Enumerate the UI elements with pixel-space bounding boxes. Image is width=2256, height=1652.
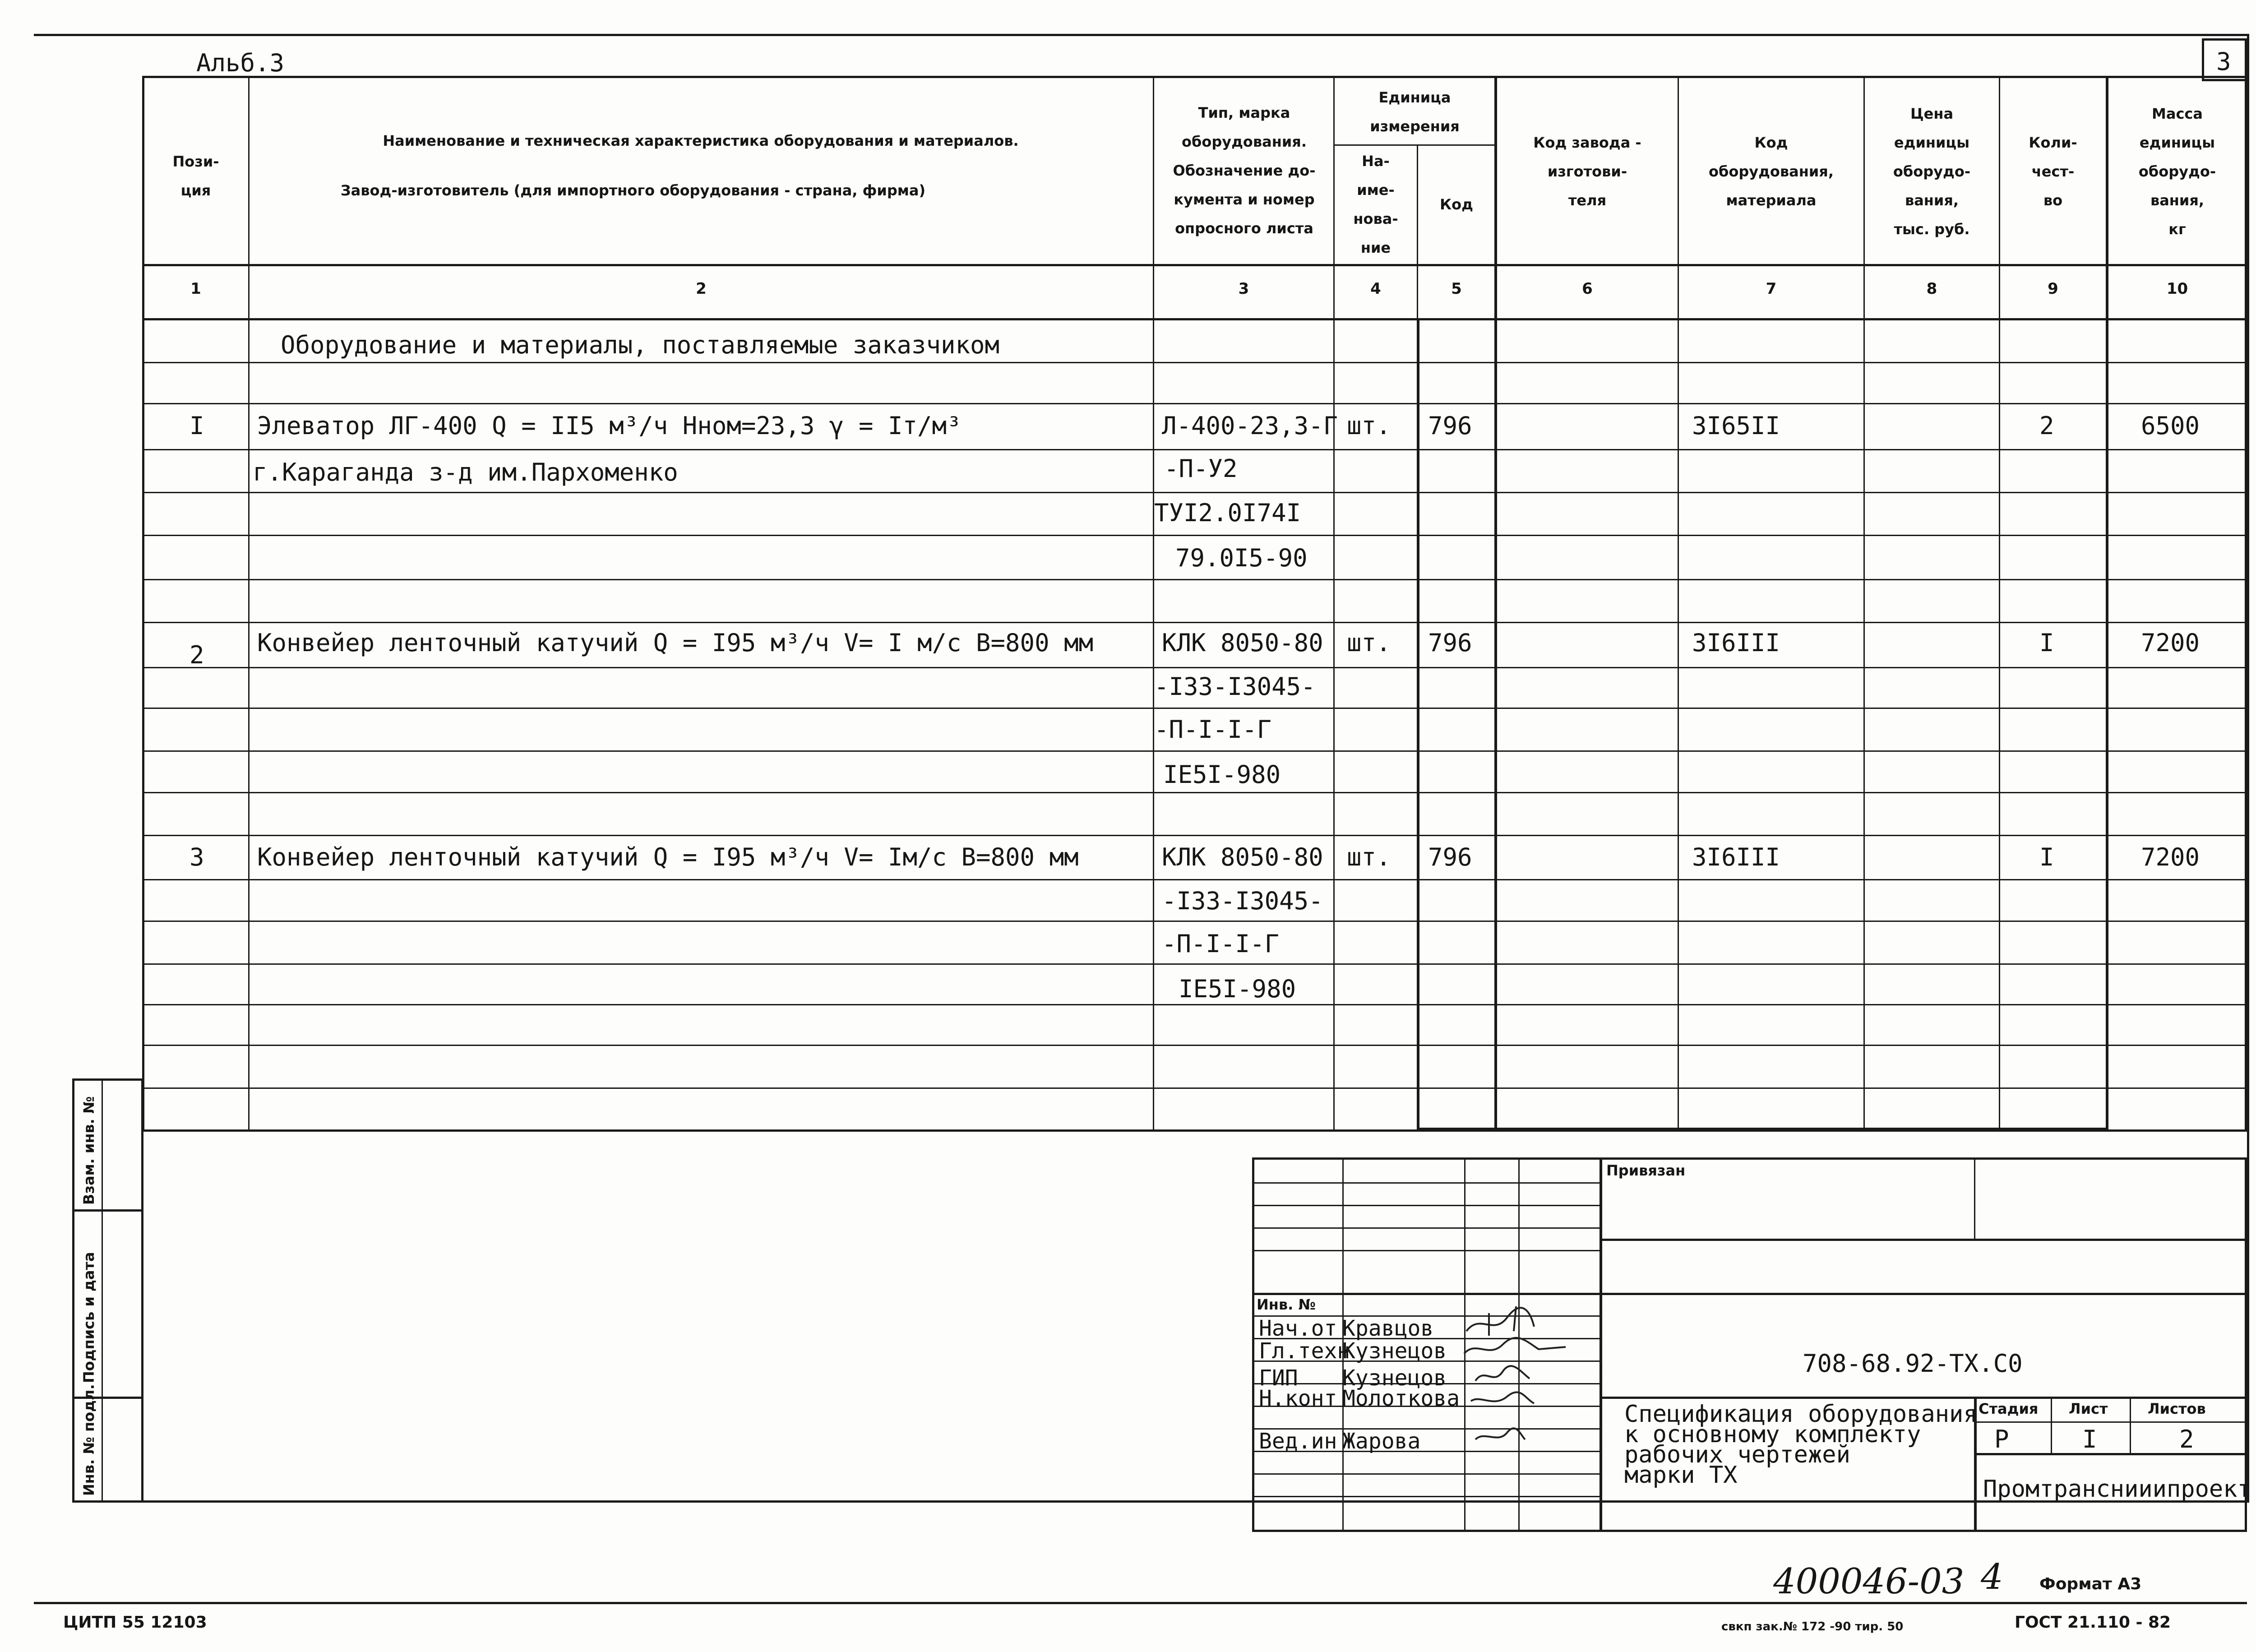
row-line	[142, 667, 2247, 668]
stamp-h	[1252, 1473, 1600, 1475]
bold-box	[1417, 318, 2107, 1130]
col-number-4: 4	[1370, 280, 1381, 298]
stamp-h	[1252, 1182, 1600, 1184]
signatures-image	[1462, 1304, 1611, 1467]
organization: Промтранснииипроект	[1983, 1476, 2251, 1503]
outer-frame-top	[34, 34, 2249, 36]
stamp-role: ГИП	[1259, 1365, 1298, 1391]
item-mass: 7200	[2141, 629, 2200, 657]
row-line	[142, 492, 2247, 493]
doc-title: Спецификация оборудования к основному комплекту рабочих чертежей марки ТХ	[1624, 1401, 1978, 1489]
stamp-h	[1974, 1453, 2247, 1455]
row-line	[142, 1004, 2247, 1005]
stamp-v	[2051, 1397, 2052, 1453]
col-number-1: 1	[190, 280, 201, 298]
side-label-sign-date: Подпись и дата	[80, 1252, 97, 1383]
col-line-1	[248, 76, 250, 1132]
header-bottom	[142, 264, 2247, 266]
item-position: 3	[190, 843, 204, 871]
header-quantity: Коли- чест- во	[2029, 134, 2077, 209]
stamp-person: Кравцов	[1342, 1316, 1434, 1341]
unit-split	[1333, 144, 1496, 146]
item-equipment-code: 3I65II	[1692, 412, 1780, 440]
header-type: Тип, марка оборудования. Обозначение до- кумента и номер опросного листа	[1173, 104, 1316, 237]
stamp-v	[1974, 1157, 1975, 1239]
gost-code: ГОСТ 21.110 - 82	[2015, 1613, 2171, 1632]
stamp-h	[1252, 1496, 1600, 1497]
sheet-value: I	[2082, 1425, 2097, 1453]
item-unit: шт.	[1347, 629, 1391, 657]
stamp-person: Жарова	[1342, 1429, 1421, 1454]
album-label: Альб.3	[196, 49, 285, 77]
row-line	[142, 449, 2247, 450]
item-position: 2	[190, 641, 204, 669]
header-name-line1: Наименование и техническая характеристика оборудования и материалов.	[383, 132, 1019, 149]
stamp-v	[2130, 1397, 2131, 1453]
stamp-person: Кузнецов	[1342, 1338, 1447, 1364]
item-mass: 6500	[2141, 412, 2200, 440]
row-line	[142, 879, 2247, 880]
stamp-privyazan: Привязан	[1606, 1162, 1686, 1179]
sheets-label: Листов	[2148, 1400, 2206, 1417]
col-number-7: 7	[1766, 280, 1777, 298]
col-number-3: 3	[1238, 280, 1249, 298]
row-line	[142, 579, 2247, 580]
corner-number: 3	[2216, 47, 2231, 76]
row-line	[142, 1130, 2247, 1132]
side-strip-divider	[102, 1078, 103, 1503]
header-name-line2: Завод-изготовитель (для импортного оборудования - страна, фирма)	[340, 182, 926, 199]
item-type: -I33-I3045-	[1162, 887, 1323, 915]
outer-frame-right	[2247, 34, 2249, 1500]
row-line	[142, 1087, 2247, 1089]
stamp-h	[1252, 1250, 1600, 1251]
col-number-6: 6	[1582, 280, 1593, 298]
citp-code: ЦИТП 55 12103	[63, 1613, 207, 1632]
stamp-person: Кузнецов	[1342, 1365, 1447, 1391]
item-mass: 7200	[2141, 843, 2200, 871]
item-name: Элеватор ЛГ-400 Q = II5 м³/ч Нном=23,3 γ = Iт/м³	[257, 412, 962, 440]
item-type: IE5I-980	[1179, 975, 1296, 1003]
item-unit-code: 796	[1428, 843, 1472, 871]
item-type: КЛК 8050-80	[1162, 843, 1323, 871]
header-position: Пози- ция	[172, 153, 219, 199]
stage-label: Стадия	[1979, 1400, 2039, 1417]
row-line	[142, 792, 2247, 793]
row-line	[142, 362, 2247, 363]
stamp-h	[1252, 1293, 2247, 1295]
stamp-h	[1252, 1227, 1600, 1229]
row-line	[142, 535, 2247, 536]
col-number-8: 8	[1926, 280, 1937, 298]
item-manufacturer: г.Караганда з-д им.Пархоменко	[253, 458, 678, 486]
stamp-inv-no: Инв. №	[1257, 1296, 1316, 1313]
col-number-10: 10	[2166, 280, 2188, 298]
side-label-inv-vzam: Взам. инв. №	[80, 1096, 97, 1205]
item-unit-code: 796	[1428, 412, 1472, 440]
print-order: свкп зак.№ 172 -90 тир. 50	[1721, 1620, 1904, 1633]
item-unit-code: 796	[1428, 629, 1472, 657]
stamp-role: Гл.техн	[1259, 1338, 1350, 1364]
header-equipment-code: Код оборудования, материала	[1709, 134, 1834, 209]
doc-code: 708-68.92-ТХ.С0	[1803, 1349, 2023, 1378]
item-type: -П-I-I-Г	[1154, 715, 1272, 744]
row-line	[142, 1045, 2247, 1046]
item-name: Конвейер ленточный катучий Q = I95 м³/ч V= I м/с В=800 мм	[257, 629, 1094, 657]
item-type: 79.0I5-90	[1175, 544, 1308, 572]
stamp-role: Вед.ин	[1259, 1429, 1337, 1454]
stamp-h	[1252, 1205, 1600, 1206]
header-unit-group: Единица измерения	[1370, 88, 1460, 135]
stamp-role: Н.конт	[1259, 1386, 1337, 1411]
item-quantity: I	[2039, 629, 2054, 657]
header-unit-name: На- име- нова- ние	[1353, 152, 1398, 256]
item-type: IE5I-980	[1163, 760, 1281, 789]
stamp-h	[1600, 1239, 2247, 1241]
header-mass: Масса единицы оборудо- вания, кг	[2138, 105, 2216, 238]
row-line	[142, 835, 2247, 836]
handwritten-page: 4	[1981, 1557, 2003, 1597]
side-label-inv-podl: Инв. № подл.	[80, 1384, 97, 1496]
item-type: -П-I-I-Г	[1162, 930, 1280, 958]
col-number-2: 2	[696, 280, 707, 298]
footer-line	[34, 1602, 2247, 1604]
item-type: КЛК 8050-80	[1162, 629, 1323, 657]
item-type: -П-У2	[1164, 454, 1238, 483]
header-price: Цена единицы оборудо- вания, тыс. руб.	[1893, 105, 1971, 238]
row-line	[142, 750, 2247, 752]
item-quantity: I	[2039, 843, 2054, 871]
item-unit: шт.	[1347, 843, 1391, 871]
row-line	[142, 921, 2247, 922]
handwritten-inventory: 400046-03	[1773, 1561, 1965, 1602]
row-line	[142, 963, 2247, 965]
sheet-label: Лист	[2069, 1400, 2108, 1417]
col-number-9: 9	[2048, 280, 2058, 298]
stamp-h	[1600, 1397, 2247, 1399]
item-position: I	[190, 412, 204, 440]
col-line-2	[1153, 76, 1154, 1132]
format-label: Формат А3	[2039, 1575, 2142, 1593]
col-number-5: 5	[1451, 280, 1462, 298]
stamp-h	[1974, 1421, 2247, 1423]
stamp-role: Нач.от	[1259, 1316, 1337, 1341]
section-title: Оборудование и материалы, поставляемые заказчиком	[281, 331, 1000, 359]
side-strip-line	[72, 1209, 143, 1212]
item-type: -I33-I3045-	[1154, 672, 1316, 701]
item-type: ТУI2.0I74I	[1154, 499, 1301, 527]
row-line	[142, 708, 2247, 709]
stamp-person: Молоткова	[1342, 1386, 1460, 1411]
stage-value: Р	[1994, 1425, 2009, 1453]
item-quantity: 2	[2039, 412, 2054, 440]
item-name: Конвейер ленточный катучий Q = I95 м³/ч V= Iм/с В=800 мм	[257, 843, 1079, 871]
item-unit: шт.	[1347, 412, 1391, 440]
row-line	[142, 622, 2247, 623]
row-line	[142, 403, 2247, 404]
sheets-value: 2	[2179, 1425, 2194, 1453]
header-unit-code: Код	[1440, 195, 1473, 213]
item-equipment-code: 3I6III	[1692, 843, 1780, 871]
header-manufacturer-code: Код завода - изготови- теля	[1533, 134, 1641, 209]
item-type: Л-400-23,3-Г	[1162, 412, 1338, 440]
item-equipment-code: 3I6III	[1692, 629, 1780, 657]
